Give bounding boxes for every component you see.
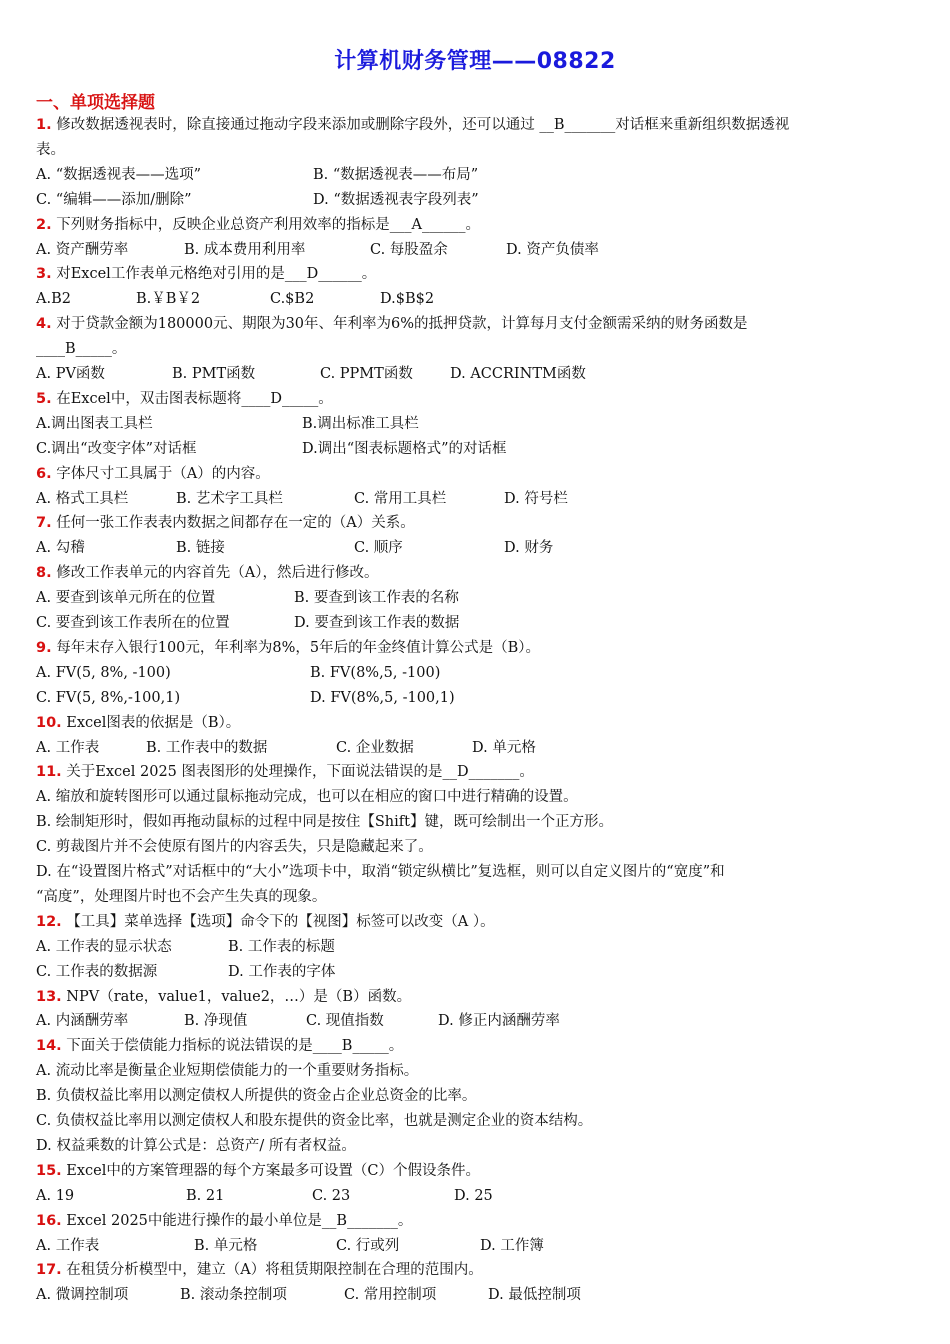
- options-row: [36, 1236, 916, 1256]
- question-stem: 下列财务指标中，反映企业总资产利用效率的指标是___A______。: [51, 216, 480, 233]
- answer-option: D. 符号栏: [504, 490, 568, 507]
- question-text: [36, 513, 916, 533]
- answer-option: A. 微调控制项: [36, 1287, 129, 1304]
- answer-option: C. 23: [312, 1187, 351, 1204]
- answer-option: A.B2: [36, 291, 71, 308]
- answer-option: D. 25: [454, 1187, 493, 1204]
- options-row: [36, 738, 916, 758]
- answer-option: B. 艺术字工具栏: [176, 490, 283, 507]
- question-text: [36, 215, 916, 235]
- question-text-continued: 表。: [36, 141, 65, 158]
- answer-option: B. 绘制矩形时，假如再拖动鼠标的过程中同是按住【Shift】键，既可绘制出一个正方形。: [36, 814, 613, 831]
- question-number: 8.: [36, 565, 52, 582]
- question-stem: NPV（rate，value1，value2，…）是（B）函数。: [61, 988, 412, 1005]
- answer-option: C. 要查到该工作表所在的位置: [36, 615, 230, 631]
- options-row: [36, 1285, 916, 1305]
- question-text: [36, 1211, 916, 1231]
- question-text: [36, 1161, 916, 1181]
- options-row: [36, 1061, 916, 1081]
- answer-option: A. 内涵酬劳率: [36, 1013, 129, 1030]
- question-stem: 修改工作表单元的内容首先（A），然后进行修改。: [51, 565, 379, 582]
- answer-option: C. 工作表的数据源: [36, 963, 158, 980]
- answer-option: C. 剪裁图片并不会使原有图片的内容丢失，只是隐藏起来了。: [36, 839, 433, 856]
- question-text: [36, 1036, 916, 1056]
- options-row: [36, 688, 916, 708]
- answer-option: D. 资产负债率: [506, 241, 599, 258]
- question-text: [36, 638, 916, 658]
- answer-option: D. 要查到该工作表的数据: [294, 615, 460, 631]
- question-text: [36, 314, 916, 334]
- answer-option: A. 缩放和旋转图形可以通过鼠标拖动完成，也可以在相应的窗口中进行精确的设置。: [36, 789, 578, 806]
- answer-option: C.$B2: [270, 291, 315, 308]
- answer-option: C. FV(5, 8%,-100,1): [36, 689, 181, 706]
- question-stem: Excel 2025中能进行操作的最小单位是__B_______。: [61, 1212, 413, 1229]
- answer-option: A. 格式工具栏: [36, 490, 129, 507]
- answer-option: B. 滚动条控制项: [180, 1287, 287, 1304]
- answer-option: B. 成本费用利用率: [184, 241, 306, 258]
- question-stem: 关于Excel 2025 图表图形的处理操作，下面说法错误的是__D_______。: [61, 764, 534, 781]
- question-number: 16.: [36, 1212, 62, 1229]
- answer-option: B. 单元格: [194, 1237, 258, 1254]
- question-stem: Excel中的方案管理器的每个方案最多可设置（C）个假设条件。: [61, 1162, 480, 1179]
- question-stem: 字体尺寸工具属于（A）的内容。: [51, 465, 270, 482]
- answer-option: C. 现值指数: [306, 1013, 384, 1030]
- options-row: [36, 937, 916, 957]
- options-row: [36, 289, 916, 309]
- answer-option: A. 资产酬劳率: [36, 241, 129, 258]
- question-number: 17.: [36, 1262, 62, 1279]
- answer-option: C. PPMT函数: [320, 366, 413, 382]
- answer-option: B. 21: [186, 1187, 225, 1204]
- question-number: 5.: [36, 390, 52, 407]
- answer-option: B.调出标准工具栏: [302, 415, 419, 432]
- question-number: 13.: [36, 988, 62, 1005]
- question-text: [36, 713, 916, 733]
- answer-option: A. 工作表: [36, 1237, 100, 1254]
- answer-option: A. 勾稽: [36, 540, 85, 557]
- question-text: [36, 389, 916, 409]
- answer-option: A.调出图表工具栏: [36, 415, 153, 432]
- options-row: [36, 364, 916, 384]
- question-stem: 对于贷款金额为180000元、期限为30年、年利率为6%的抵押贷款，计算每月支付金额需采纳的财务函数是: [51, 316, 748, 333]
- answer-option: C. 行或列: [336, 1237, 400, 1254]
- question-text-continued: ____B_____。: [36, 341, 127, 358]
- question-number: 7.: [36, 515, 52, 532]
- options-row: [36, 240, 916, 260]
- question-stem: 在Excel中，双击图表标题将____D_____。: [51, 390, 333, 407]
- question-number: 4.: [36, 316, 52, 333]
- answer-option: B. “数据透视表——布局”: [313, 166, 479, 183]
- options-row: [36, 1086, 916, 1106]
- question-text: [36, 762, 916, 782]
- answer-option: A. 流动比率是衡量企业短期偿债能力的一个重要财务指标。: [36, 1063, 419, 1080]
- question-number: 10.: [36, 714, 62, 731]
- question-text: [36, 264, 916, 284]
- answer-option: B. FV(8%,5, -100): [310, 664, 441, 681]
- question-text: [36, 563, 916, 583]
- answer-option: B. 要查到该工作表的名称: [294, 590, 459, 607]
- options-row: [36, 613, 916, 633]
- question-stem: 修改数据透视表时，除直接通过拖动字段来添加或删除字段外，还可以通过 __B_______对话框来重新组织数据透视: [51, 117, 790, 133]
- question-stem: 下面关于偿债能力指标的说法错误的是____B_____。: [61, 1038, 404, 1055]
- question-stem: 每年末存入银行100元，年利率为8%，5年后的年金终值计算公式是（B）。: [51, 639, 541, 656]
- answer-option: C. 顺序: [354, 540, 403, 557]
- question-text: [36, 987, 916, 1007]
- question-text: [36, 1260, 916, 1280]
- options-row: [36, 414, 916, 434]
- answer-option: C. 每股盈余: [370, 241, 448, 258]
- answer-option: A. 要查到该单元所在的位置: [36, 590, 216, 607]
- options-row: [36, 887, 916, 907]
- question-stem: 在租赁分析模型中，建立（A）将租赁期限控制在合理的范围内。: [61, 1262, 483, 1279]
- question-stem: Excel图表的依据是（B）。: [61, 714, 241, 731]
- answer-option: D. “数据透视表字段列表”: [313, 191, 479, 208]
- answer-option: D. 最低控制项: [488, 1287, 581, 1304]
- options-row: [36, 663, 916, 683]
- answer-option: B. 链接: [176, 540, 225, 557]
- question-stem: 【工具】菜单选择【选项】命令下的【视图】标签可以改变（A ）。: [61, 913, 495, 930]
- answer-option: D. ACCRINTM函数: [450, 366, 586, 382]
- answer-option: D.$B$2: [380, 291, 435, 308]
- answer-option: D. 单元格: [472, 739, 536, 756]
- options-row: [36, 837, 916, 857]
- section-heading: 一、单项选择题: [36, 93, 155, 113]
- answer-option: A. PV函数: [36, 366, 105, 382]
- options-row: [36, 588, 916, 608]
- answer-option: D.调出“图表标题格式”的对话框: [302, 440, 507, 457]
- answer-option: C. 负债权益比率用以测定债权人和股东提供的资金比率，也就是测定企业的资本结构。: [36, 1113, 593, 1129]
- answer-option: D. 修正内涵酬劳率: [438, 1013, 560, 1030]
- answer-option: A. 工作表的显示状态: [36, 938, 172, 955]
- question-text: [36, 912, 916, 932]
- page-title: 计算机财务管理——08822: [334, 49, 616, 74]
- question-number: 3.: [36, 266, 52, 283]
- question-text: [36, 115, 916, 135]
- options-row: [36, 165, 916, 185]
- options-row: [36, 812, 916, 832]
- question-text: [36, 464, 916, 484]
- question-number: 9.: [36, 639, 52, 656]
- answer-option: A. 工作表: [36, 739, 100, 756]
- answer-option: “高度”，处理图片时也不会产生失真的现象。: [36, 888, 327, 905]
- answer-option: D. 财务: [504, 540, 554, 557]
- answer-option: B.￥B￥2: [136, 291, 201, 308]
- answer-option: D. 工作表的字体: [228, 963, 336, 980]
- options-row: [36, 787, 916, 807]
- answer-option: D. 在“设置图片格式”对话框中的“大小”选项卡中，取消“锁定纵横比”复选框，则可以自定义图片的“宽度”和: [36, 864, 725, 880]
- answer-option: C.调出“改变字体”对话框: [36, 440, 197, 457]
- options-row: [36, 538, 916, 558]
- answer-option: A. 19: [36, 1187, 75, 1204]
- question-stem: 对Excel工作表单元格绝对引用的是___D______。: [51, 266, 377, 283]
- answer-option: B. 工作表的标题: [228, 938, 335, 955]
- answer-option: C. 常用控制项: [344, 1287, 437, 1304]
- options-row: [36, 1136, 916, 1156]
- options-row: [36, 862, 916, 882]
- answer-option: B. 净现值: [184, 1013, 248, 1030]
- options-row: [36, 962, 916, 982]
- answer-option: C. 企业数据: [336, 739, 414, 756]
- options-row: [36, 1186, 916, 1206]
- question-number: 12.: [36, 913, 62, 930]
- question-number: 1.: [36, 117, 52, 133]
- answer-option: B. PMT函数: [172, 366, 256, 382]
- answer-option: A. “数据透视表——选项”: [36, 166, 202, 183]
- question-number: 11.: [36, 764, 62, 781]
- question-number: 2.: [36, 216, 52, 233]
- answer-option: D. 权益乘数的计算公式是：总资产/ 所有者权益。: [36, 1137, 356, 1154]
- answer-option: B. 工作表中的数据: [146, 739, 268, 756]
- question-number: 14.: [36, 1038, 62, 1055]
- options-row: [36, 439, 916, 459]
- options-row: [36, 190, 916, 210]
- answer-option: B. 负债权益比率用以测定债权人所提供的资金占企业总资金的比率。: [36, 1088, 477, 1105]
- answer-option: D. 工作簿: [480, 1237, 544, 1254]
- answer-option: C. 常用工具栏: [354, 490, 447, 507]
- answer-option: D. FV(8%,5, -100,1): [310, 689, 455, 706]
- question-stem: 任何一张工作表表内数据之间都存在一定的（A）关系。: [51, 515, 415, 532]
- question-number: 6.: [36, 465, 52, 482]
- answer-option: A. FV(5, 8%, -100): [36, 664, 171, 681]
- options-row: [36, 489, 916, 509]
- answer-option: C. “编辑——添加/删除”: [36, 191, 192, 208]
- options-row: [36, 1011, 916, 1031]
- question-number: 15.: [36, 1162, 62, 1179]
- options-row: [36, 1111, 916, 1131]
